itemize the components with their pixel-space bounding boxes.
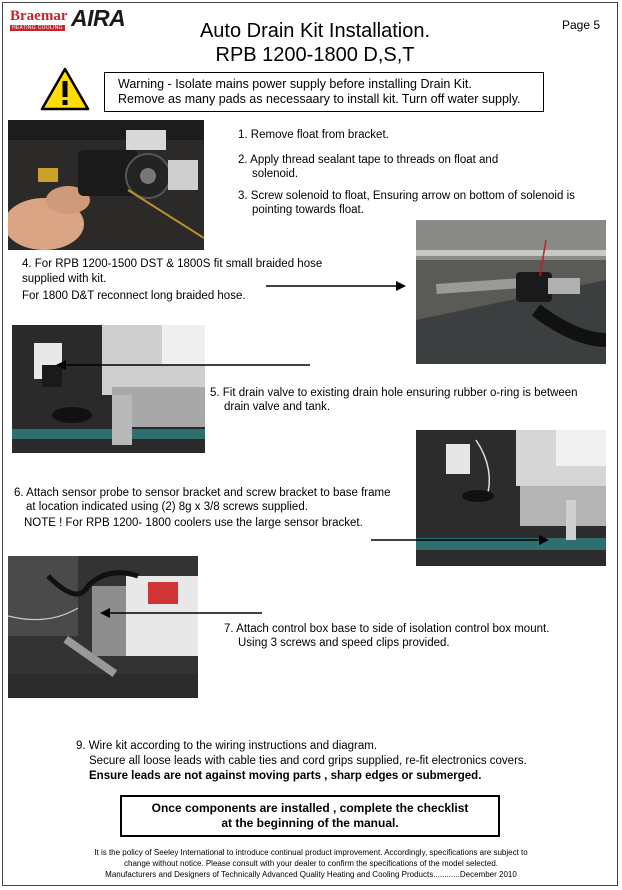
photo-solenoid-float xyxy=(8,120,204,250)
arrow-right-icon xyxy=(371,533,549,551)
braemar-logo-subtitle: HEATING COOLING xyxy=(12,25,63,31)
step-1: 1. Remove float from bracket. xyxy=(238,129,389,141)
step-6-line-3: NOTE ! For RPB 1200- 1800 coolers use the large sensor bracket. xyxy=(24,517,363,529)
arrow-left-icon xyxy=(56,358,310,376)
page-number: Page 5 xyxy=(562,18,601,32)
checklist-line-1: Once components are installed , complete the checklist xyxy=(151,801,469,815)
step-7-line-2: Using 3 screws and speed clips provided. xyxy=(238,637,450,649)
step-4-line-2: supplied with kit. xyxy=(22,273,107,285)
footer-line-3: Manufacturers and Designers of Technically Advanced Quality Heating and Cooling Products............December 2010 xyxy=(105,870,517,879)
checklist-text xyxy=(120,801,500,831)
page-subtitle: RPB 1200-1800 D,S,T xyxy=(215,44,415,66)
photo-control-box xyxy=(8,556,198,698)
step-9-line-3: Ensure leads are not against moving parts , sharp edges or submerged. xyxy=(89,770,482,782)
step-6-line-2: at location indicated using (2) 8g x 3/8 screws supplied. xyxy=(26,501,308,513)
braemar-logo: Braemar xyxy=(10,8,68,24)
step-2-line-1: 2. Apply thread sealant tape to threads on float and xyxy=(238,154,499,166)
warning-triangle-icon xyxy=(40,66,90,117)
footer-line-1: It is the policy of Seeley International to introduce continual product improvement. Accordingly, specifications are subject to xyxy=(94,848,528,857)
warning-line-2: Remove as many pads as necessaary to install kit. Turn off water supply. xyxy=(118,92,521,106)
footer-line-2: change without notice. Please consult with your dealer to confirm the specifications of the model selected. xyxy=(124,859,498,868)
warning-text xyxy=(118,77,548,107)
arrow-right-icon xyxy=(266,279,406,297)
step-4-line-1: 4. For RPB 1200-1500 DST & 1800S fit small braided hose xyxy=(22,258,323,270)
step-5-line-2: drain valve and tank. xyxy=(224,401,331,413)
photo-braided-hose xyxy=(416,220,606,364)
step-7-line-1: 7. Attach control box base to side of isolation control box mount. xyxy=(224,623,550,635)
step-2-line-2: solenoid. xyxy=(252,168,299,180)
aira-logo: AIRA xyxy=(71,5,126,31)
warning-line-1: Warning - Isolate mains power supply before installing Drain Kit. xyxy=(118,77,472,91)
step-5-line-1: 5. Fit drain valve to existing drain hole ensuring rubber o-ring is between xyxy=(210,387,578,399)
step-9-line-2: Secure all loose leads with cable ties and cord grips supplied, re-fit electronics covers. xyxy=(89,755,527,767)
step-4-line-3: For 1800 D&T reconnect long braided hose. xyxy=(22,290,246,302)
page-title: Auto Drain Kit Installation. xyxy=(199,20,431,42)
step-3-line-2: pointing towards float. xyxy=(252,204,364,216)
step-9-line-1: 9. Wire kit according to the wiring instructions and diagram. xyxy=(76,740,378,752)
photo-drain-valve xyxy=(12,325,205,453)
step-3-line-1: 3. Screw solenoid to float, Ensuring arrow on bottom of solenoid is xyxy=(238,190,575,202)
checklist-line-2: at the beginning of the manual. xyxy=(221,816,399,830)
step-6-line-1: 6. Attach sensor probe to sensor bracket and screw bracket to base frame xyxy=(14,487,391,499)
